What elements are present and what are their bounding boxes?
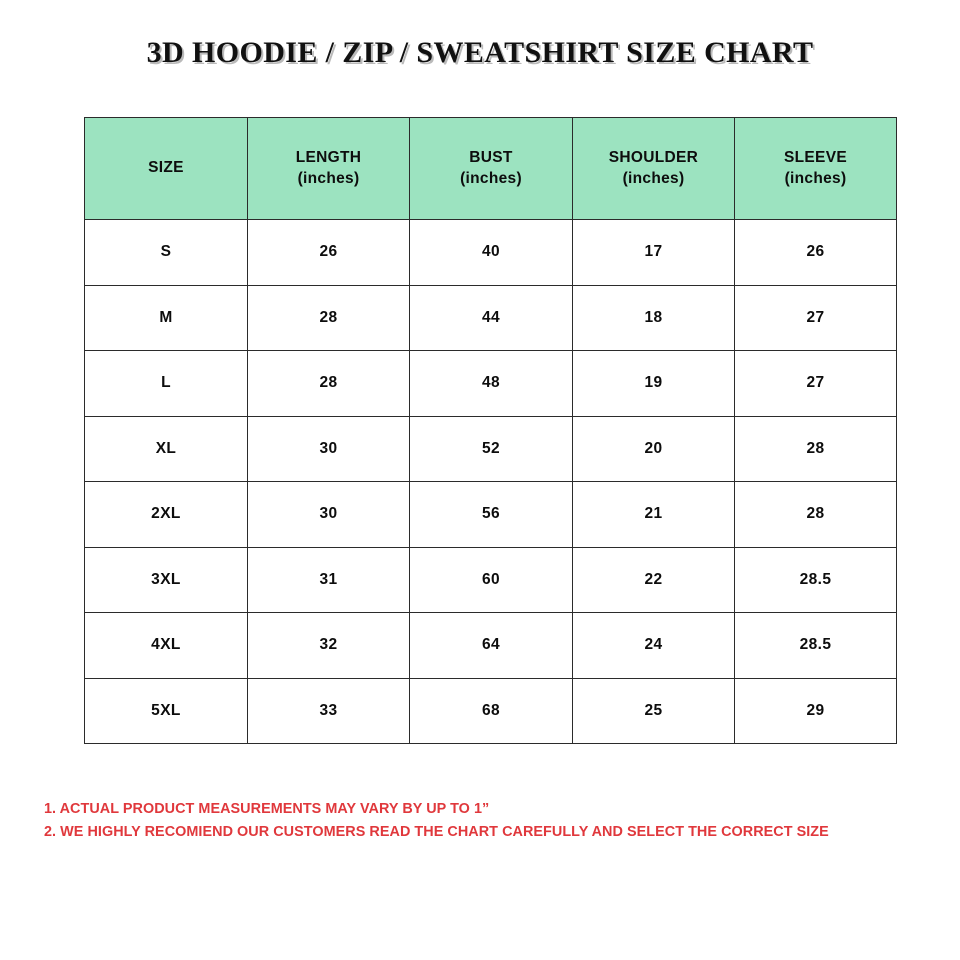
cell-length: 26: [248, 220, 410, 286]
column-header-sleeve-unit: (inches): [784, 169, 847, 187]
footnote-measurement-variance: 1. ACTUAL PRODUCT MEASUREMENTS MAY VARY BY UP TO 1”: [44, 801, 490, 817]
cell-sleeve: 28.5: [735, 613, 897, 679]
cell-size: 4XL: [85, 613, 248, 679]
cell-shoulder: 17: [573, 220, 735, 286]
cell-bust: 52: [410, 416, 573, 482]
cell-bust: 48: [410, 351, 573, 417]
cell-length: 28: [248, 351, 410, 417]
cell-sleeve: 28: [735, 482, 897, 548]
cell-sleeve: 28: [735, 416, 897, 482]
cell-length: 33: [248, 678, 410, 744]
column-header-shoulder-unit: (inches): [622, 169, 685, 187]
table-row: [85, 220, 897, 286]
footnote-read-chart-advice: 2. WE HIGHLY RECOMIEND OUR CUSTOMERS READ THE CHART CAREFULLY AND SELECT THE CORRECT SIZE: [44, 824, 829, 840]
column-header-bust: [410, 118, 573, 220]
column-header-sleeve: [735, 118, 897, 220]
table-header-row: [85, 118, 897, 220]
size-chart-table: [84, 117, 897, 744]
footnotes: [44, 798, 924, 844]
cell-shoulder: 20: [573, 416, 735, 482]
size-table-container: [84, 117, 896, 744]
column-header-length-unit: (inches): [297, 169, 360, 187]
cell-shoulder: 21: [573, 482, 735, 548]
cell-bust: 44: [410, 285, 573, 351]
cell-size: 5XL: [85, 678, 248, 744]
cell-shoulder: 24: [573, 613, 735, 679]
cell-shoulder: 22: [573, 547, 735, 613]
table-row: [85, 547, 897, 613]
table-body: [85, 220, 897, 744]
table-row: [85, 482, 897, 548]
column-header-sleeve-label: SLEEVE: [784, 148, 847, 166]
column-header-bust-unit: (inches): [460, 169, 522, 187]
cell-size: M: [85, 285, 248, 351]
cell-length: 30: [248, 482, 410, 548]
cell-size: 2XL: [85, 482, 248, 548]
table-row: [85, 613, 897, 679]
table-header: [85, 118, 897, 220]
column-header-length: [248, 118, 410, 220]
cell-sleeve: 27: [735, 285, 897, 351]
table-row: [85, 416, 897, 482]
column-header-shoulder: [573, 118, 735, 220]
column-header-length-label: LENGTH: [295, 148, 362, 166]
cell-size: L: [85, 351, 248, 417]
table-row: [85, 678, 897, 744]
page-title: 3D HOODIE / ZIP / SWEATSHIRT SIZE CHART: [146, 36, 814, 69]
cell-size: 3XL: [85, 547, 248, 613]
cell-sleeve: 29: [735, 678, 897, 744]
column-header-bust-label: BUST: [469, 148, 513, 166]
cell-bust: 68: [410, 678, 573, 744]
cell-length: 30: [248, 416, 410, 482]
cell-shoulder: 25: [573, 678, 735, 744]
cell-shoulder: 18: [573, 285, 735, 351]
cell-size: S: [85, 220, 248, 286]
cell-bust: 56: [410, 482, 573, 548]
cell-shoulder: 19: [573, 351, 735, 417]
cell-length: 28: [248, 285, 410, 351]
cell-bust: 64: [410, 613, 573, 679]
column-header-size: [85, 118, 248, 220]
cell-bust: 60: [410, 547, 573, 613]
table-row: [85, 351, 897, 417]
cell-bust: 40: [410, 220, 573, 286]
cell-size: XL: [85, 416, 248, 482]
cell-sleeve: 27: [735, 351, 897, 417]
cell-sleeve: 28.5: [735, 547, 897, 613]
column-header-shoulder-label: SHOULDER: [608, 148, 699, 166]
cell-sleeve: 26: [735, 220, 897, 286]
table-row: [85, 285, 897, 351]
cell-length: 31: [248, 547, 410, 613]
column-header-size-label: SIZE: [148, 159, 184, 177]
cell-length: 32: [248, 613, 410, 679]
